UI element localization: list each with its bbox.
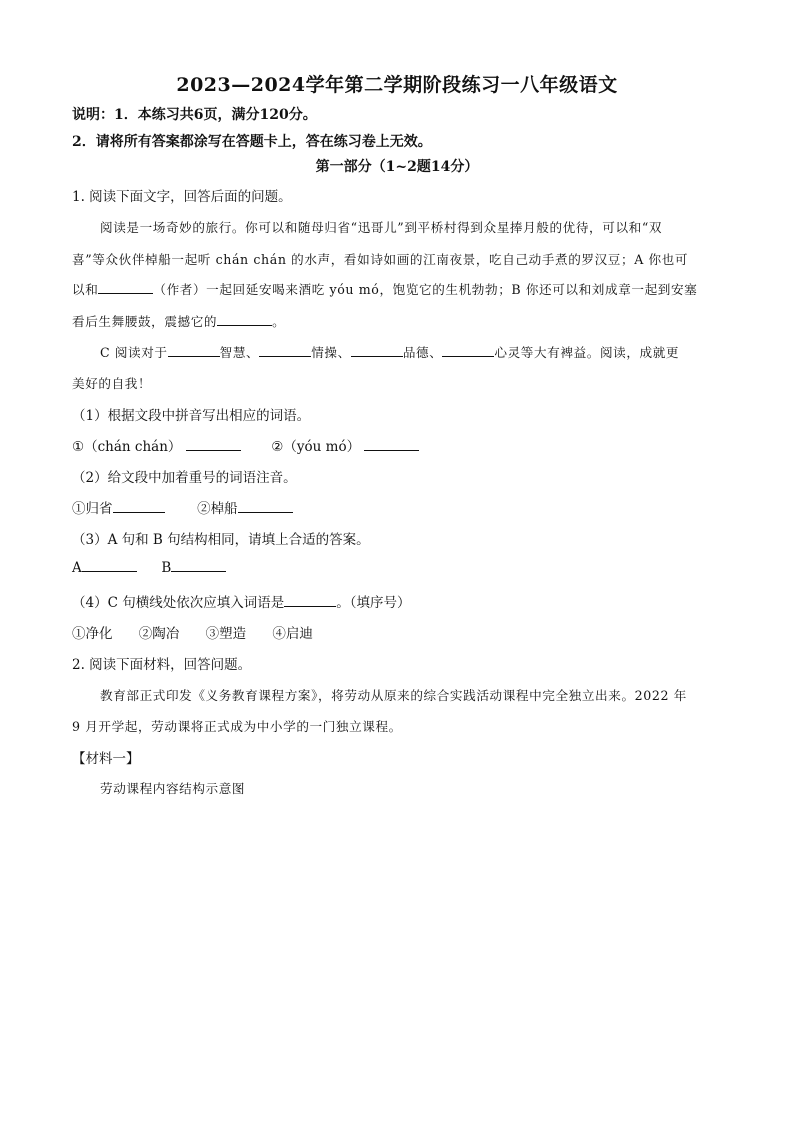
passage-line-4	[72, 311, 285, 330]
page-title: 2023—2024学年第二学期阶段练习一八年级语文	[176, 74, 618, 96]
sub3-item-b-label: B	[161, 560, 172, 576]
question-2-stem: 2. 阅读下面材料，回答问题。	[72, 657, 252, 673]
sub2-answer-blank-b[interactable]	[238, 500, 293, 513]
sub-question-4-options	[72, 622, 335, 642]
answer-blank-c2[interactable]	[259, 344, 311, 357]
sub-question-2-prompt: （2）给文段中加着重号的词语注音。	[72, 470, 297, 486]
question-1-stem: 1. 阅读下面文字，回答后面的问题。	[72, 189, 292, 205]
instruction-note-2: 2．请将所有答案都涂写在答题卡上，答在练习卷上无效。	[72, 134, 432, 150]
passage-line-3	[72, 279, 697, 298]
passage-line-4-start: 看后生舞腰鼓，震撼它的	[72, 314, 218, 329]
question-2-intro-line-1: 教育部正式印发《义务教育课程方案》，将劳动从原来的综合实践活动课程中完全独立出来。2022 年	[100, 688, 687, 703]
sub-question-4-prompt	[72, 591, 410, 611]
material-one-label: 【材料一】	[72, 751, 140, 767]
option-2: ②陶冶	[138, 626, 180, 642]
sub3-answer-blank-b[interactable]	[171, 559, 226, 572]
sub4-prompt-start: （4）C 句横线处依次应填入词语是	[72, 595, 285, 611]
passage-line-c-end: 美好的自我！	[72, 376, 152, 391]
passage-line-3-end: （作者）一起回延安喝来酒吃 yóu mó，饱览它的生机勃勃；B 你还可以和刘成章一起到安塞	[153, 282, 698, 297]
passage-line-c	[100, 342, 679, 361]
sub4-prompt-end: 。（填序号）	[336, 595, 411, 611]
figure-caption: 劳动课程内容结构示意图	[100, 781, 246, 796]
answer-blank-c4[interactable]	[442, 344, 494, 357]
passage-line-4-end: 。	[272, 314, 286, 329]
passage-c-part-e: 心灵等大有裨益。阅读，成就更	[494, 345, 680, 360]
sub-question-2-answers	[72, 497, 293, 517]
answer-blank-c1[interactable]	[168, 344, 220, 357]
passage-c-part-b: 智慧、	[219, 345, 260, 360]
passage-line-1: 阅读是一场奇妙的旅行。你可以和随母归省“迅哥儿”到平桥村得到众星捧月般的优待，可以和“双	[100, 220, 663, 235]
passage-c-part-d: 品德、	[402, 345, 443, 360]
question-2-intro-line-2: 9 月开学起，劳动课将正式成为中小学的一门独立课程。	[72, 719, 402, 734]
sub-question-1-prompt: （1）根据文段中拼音写出相应的词语。	[72, 408, 311, 424]
sub2-item-b-label: ②棹船	[197, 501, 238, 517]
sub1-answer-blank-b[interactable]	[364, 438, 419, 451]
sub-question-3-prompt: （3）A 句和 B 句结构相同，请填上合适的答案。	[72, 532, 370, 548]
answer-blank-author[interactable]	[98, 281, 153, 294]
answer-blank-shock[interactable]	[217, 313, 272, 326]
passage-line-2: 喜”等众伙伴棹船一起听 chán chán 的水声，看如诗如画的江南夜景，吃自己动手煮的罗汉豆；A 你也可	[72, 252, 689, 267]
passage-c-part-a: C 阅读对于	[100, 345, 168, 360]
sub-question-1-answers	[72, 435, 419, 455]
sub4-answer-blank[interactable]	[284, 594, 336, 607]
sub1-item-b-label: ②（yóu mó）	[271, 439, 361, 455]
option-4: ④启迪	[272, 626, 313, 642]
instruction-note-1: 说明：1．本练习共6页，满分120分。	[72, 107, 317, 123]
passage-c-part-c: 情操、	[311, 345, 351, 360]
answer-blank-c3[interactable]	[351, 344, 403, 357]
sub1-answer-blank-a[interactable]	[186, 438, 241, 451]
sub-question-3-answers	[72, 559, 226, 576]
sub2-item-a-label: ①归省	[72, 501, 113, 517]
option-1: ①净化	[72, 626, 113, 642]
section-heading-part1: 第一部分（1~2题14分）	[315, 159, 479, 175]
sub3-item-a-label: A	[72, 560, 82, 576]
passage-line-3-start: 以和	[72, 282, 99, 297]
option-3: ③塑造	[205, 626, 247, 642]
sub1-item-a-label: ①（chán chán）	[72, 439, 182, 455]
sub2-answer-blank-a[interactable]	[113, 500, 165, 513]
sub3-answer-blank-a[interactable]	[82, 559, 137, 572]
